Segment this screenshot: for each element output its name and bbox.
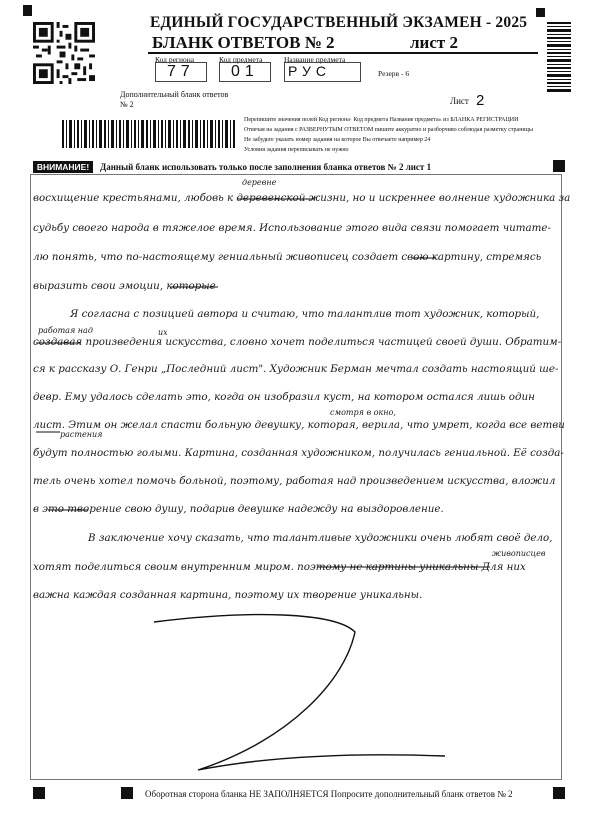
blank-title: БЛАНК ОТВЕТОВ № 2	[152, 33, 335, 52]
answer-line: хотят поделиться своим внутренним миром. поэтому не картины уникальны Для них	[33, 561, 526, 573]
instruction-line: Условия задания переписывать не нужно	[244, 147, 349, 153]
instruction-line: Отвечая на задания с РАЗВЕРНУТЫМ ОТВЕТОМ пишите аккуратно и разборчиво соблюдая разметку страницы	[244, 127, 533, 133]
insertion-text: деревне	[242, 178, 277, 187]
subject-code-label: Код предмета	[219, 55, 263, 64]
sheet-header: лист 2	[410, 33, 458, 52]
reserve-label: Резерв - 6	[378, 69, 410, 78]
answer-line: лист. Этим он желал спасти больную девушку, которая, верила, что умрет, когда все ветви	[33, 419, 565, 431]
answer-line: лю понять, что по-настоящему гениальный живописец создает свою картину, стремясь	[33, 251, 542, 263]
region-label: Код региона	[155, 55, 195, 64]
instruction-line: Перепишите значения полей Код региона· Код предмета Название предмета» из БЛАНКА РЕГИСТРАЦИИ	[244, 117, 519, 123]
answer-line: будут полностью голыми. Картина, созданная художником, получилась гениальной. Её созда-	[33, 447, 564, 459]
subject-name-label: Название предмета	[284, 55, 346, 64]
cancellation-stroke	[154, 615, 445, 770]
insertion-text: их	[158, 328, 168, 337]
attention-text: Данный бланк использовать только после заполнения бланка ответов № 2 лист 1	[100, 162, 432, 172]
answer-line: Я согласна с позицией автора и считаю, что талантлив тот художник, который,	[70, 308, 540, 320]
insertion-text: растения	[60, 430, 103, 439]
sheet-value: 2	[476, 92, 485, 109]
answer-line: девр. Ему удалось сделать это, когда он изобразил куст, на котором остался лишь один	[33, 391, 535, 403]
exam-title: ЕДИНЫЙ ГОСУДАРСТВЕННЫЙ ЭКЗАМЕН - 2025	[150, 14, 528, 31]
sheet-label: Лист	[450, 96, 469, 106]
answer-line: В заключение хочу сказать, что талантливые художники очень любят своё дело,	[88, 532, 553, 544]
answer-line: тель очень хотел помочь больной, поэтому, работая над произведением искусства, вложил	[33, 475, 556, 487]
additional-blank-label: Дополнительный бланк ответов № 2	[120, 90, 229, 109]
attention-badge: ВНИМАНИЕ!	[33, 161, 93, 173]
answer-line: в это творение свою душу, подарив девушке надежду на выздоровление.	[33, 503, 444, 515]
footer-note: Оборотная сторона бланка НЕ ЗАПОЛНЯЕТСЯ Попросите дополнительный бланк ответов № 2	[145, 789, 513, 799]
answer-line: создавая произведения искусства, словно хочет поделиться частицей своей души. Обратим-	[33, 336, 562, 348]
answer-line: восхищение крестьянами, любовь к деревенской жизни, но и искреннее волнение художника за	[33, 192, 571, 204]
insertion-text: смотря в окно,	[330, 408, 396, 417]
subject-name-value: РУС	[288, 63, 332, 79]
region-value: 77	[167, 63, 195, 80]
answer-line: ся к рассказу О. Генри „Последний лист". Художник Берман мечтал создать настоящий ше-	[33, 363, 559, 375]
answer-line: выразить свои эмоции, которые	[33, 280, 216, 292]
insertion-text: живописцев	[492, 549, 546, 558]
insertion-text: работая над	[38, 326, 93, 335]
subject-code-value: 01	[231, 63, 259, 80]
answer-line: судьбу своего народа в тяжелое время. Использование этого вида связи помогает читате-	[33, 222, 551, 234]
instruction-line: Не забудьте указать номер задания на которое Вы отвечаете например 24	[244, 137, 431, 143]
answer-line: важна каждая созданная картина, поэтому их творение уникальны.	[33, 589, 423, 601]
